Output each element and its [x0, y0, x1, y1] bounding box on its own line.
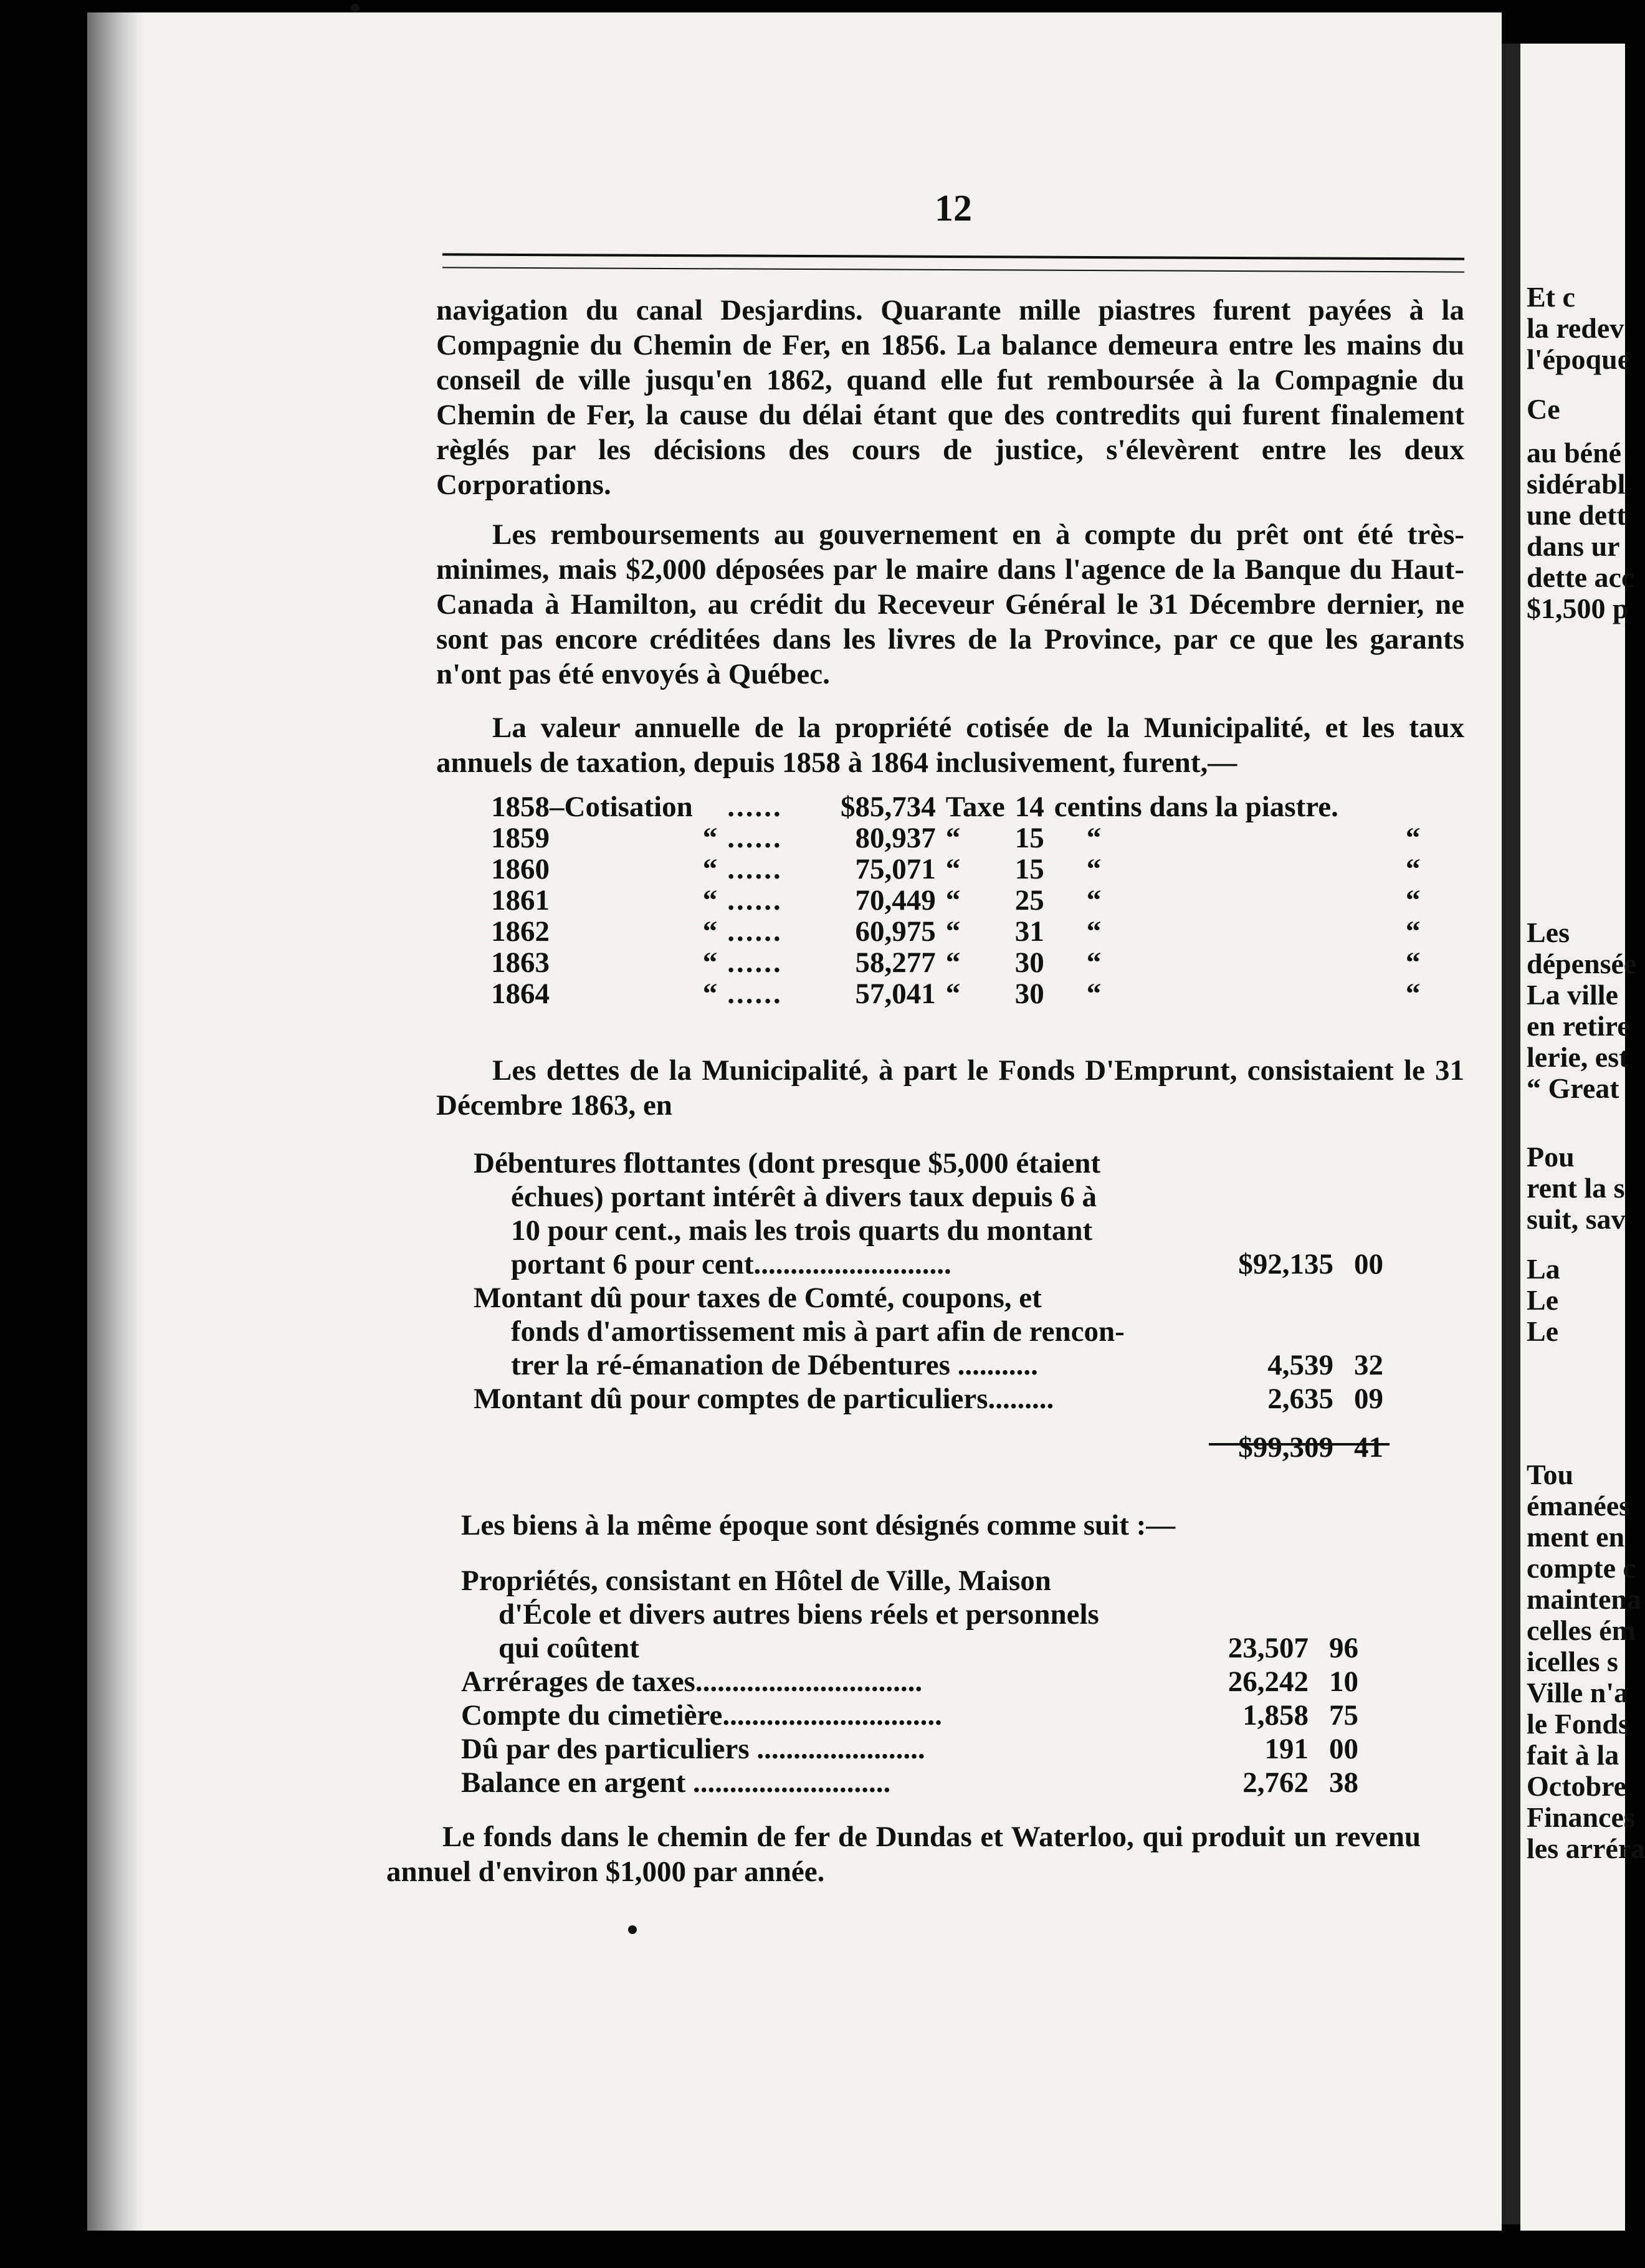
tax-row [486, 854, 1425, 885]
tax-label: “ [945, 822, 961, 854]
page-edge [87, 12, 143, 2231]
facing-page-line: ment en [1527, 1521, 1625, 1553]
tax-year: 1864 [491, 978, 550, 1010]
tax-ditto: “ [702, 822, 718, 854]
tax-leader: ...... [727, 978, 783, 1010]
debt-line: échues) portant intérêt à divers taux depuis 6 à [511, 1181, 1097, 1213]
tax-unit-ditto: “ [1405, 978, 1421, 1010]
facing-page-line: la redev [1527, 312, 1624, 344]
tax-ditto [698, 791, 723, 822]
tax-value: 58,277 [855, 946, 936, 979]
paragraph-3 [436, 710, 1464, 780]
facing-page-line: l'époque [1527, 343, 1631, 375]
tax-unit-ditto [1343, 791, 1426, 822]
debt-line: portant 6 pour cent........................... [511, 1248, 951, 1280]
paragraph-4-text: Les dettes de la Municipalité, à part le Fonds D'Emprunt, consistaient le 31 Décembre 1863, en [436, 1054, 1464, 1122]
tax-value: 70,449 [855, 884, 936, 917]
debt-line: 10 pour cent., mais les trois quarts du montant [511, 1214, 1093, 1247]
facing-page-line: les arréra [1527, 1832, 1645, 1864]
asset-line: qui coûtent [498, 1632, 639, 1664]
asset-amount: 23,507 [1228, 1632, 1309, 1664]
debt-cents: 32 [1354, 1349, 1383, 1381]
facing-page-line: dans ur [1527, 530, 1620, 562]
tax-year: 1859 [491, 822, 550, 854]
paragraph-2 [436, 517, 1464, 692]
debt-total-cents: 41 [1354, 1431, 1383, 1464]
facing-page-line: une dett [1527, 499, 1626, 531]
tax-unit: centins dans la piastre. [1054, 791, 1338, 823]
asset-line: Propriétés, consistant en Hôtel de Ville, Maison [461, 1565, 1051, 1597]
facing-page-line: Ville n'a [1527, 1677, 1629, 1708]
tax-rate: 14 [1014, 791, 1044, 823]
tax-year: 1862 [491, 915, 550, 948]
tax-leader: ...... [727, 946, 783, 979]
tax-row [486, 947, 1425, 978]
tax-value: $85,734 [841, 791, 936, 823]
tax-label: “ [945, 884, 961, 917]
debt-line: trer la ré-émanation de Débentures ........... [511, 1349, 1038, 1381]
tax-unit: “ [1086, 946, 1102, 979]
debt-line: Montant dû pour taxes de Comté, coupons, et [474, 1282, 1042, 1314]
tax-leader: ...... [727, 791, 783, 823]
tax-row [486, 822, 1425, 854]
tax-row [486, 916, 1425, 947]
facing-page-line: Finances [1527, 1801, 1635, 1833]
ink-spot [351, 4, 360, 12]
facing-page-line: Et c [1527, 281, 1575, 313]
debt-cents: 09 [1354, 1383, 1383, 1415]
facing-page-line: Tou [1527, 1459, 1574, 1490]
tax-label: Taxe [945, 791, 1005, 823]
tax-year: 1858–Cotisation [491, 791, 693, 823]
facing-page-line: Ce [1527, 393, 1560, 425]
facing-page-line: le Fonds [1527, 1708, 1629, 1740]
tax-ditto: “ [702, 915, 718, 948]
tax-rate: 30 [1014, 978, 1044, 1010]
asset-amount: 26,242 [1228, 1665, 1309, 1698]
tax-year: 1860 [491, 853, 550, 885]
tax-row [486, 885, 1425, 916]
facing-page-line: Les [1527, 917, 1570, 948]
facing-page-line: “ Great [1527, 1072, 1619, 1104]
debts-ledger [474, 1146, 1396, 1464]
tax-label: “ [945, 978, 961, 1010]
tax-unit-ditto: “ [1405, 822, 1421, 854]
page-number: 12 [935, 188, 972, 229]
paragraph-6-text: Le fonds dans le chemin de fer de Dundas et Waterloo, qui produit un revenu annuel d'environ $1,000 par année. [386, 1821, 1421, 1888]
tax-unit: “ [1086, 915, 1102, 948]
asset-line: Arrérages de taxes............................... [461, 1665, 923, 1698]
tax-year: 1861 [491, 884, 550, 917]
tax-leader: ...... [727, 884, 783, 917]
tax-ditto: “ [702, 978, 718, 1010]
tax-label: “ [945, 853, 961, 885]
tax-label: “ [945, 915, 961, 948]
facing-page-line: maintena [1527, 1583, 1641, 1615]
facing-page-line: suit, sav [1527, 1203, 1626, 1235]
paragraph-2-text: Les remboursements au gouvernement en à compte du prêt ont été très-minimes, mais $2,000 déposées par le maire dans l'agence de la Banque du Haut-Canada à Hamilton, au crédit du Receveur Général le 31 Décembre dernier, ne sont pas encore créditées dans les livres de la Province, par ce que les garants n'ont pas été envoyés à Québec. [436, 518, 1464, 690]
tax-value: 75,071 [855, 853, 936, 885]
paragraph-1 [436, 293, 1464, 502]
paragraph-4 [436, 1053, 1464, 1123]
tax-unit-ditto: “ [1405, 946, 1421, 979]
tax-row [486, 791, 1425, 822]
facing-page-line: au béné [1527, 437, 1622, 469]
tax-unit-ditto: “ [1405, 853, 1421, 885]
facing-page-line: lerie, est [1527, 1041, 1629, 1073]
facing-page-line: Le [1527, 1315, 1559, 1347]
tax-rate: 30 [1014, 946, 1044, 979]
facing-page-fragment [1520, 44, 1645, 2231]
tax-ditto: “ [702, 884, 718, 917]
tax-leader: ...... [727, 853, 783, 885]
facing-page-line: Le [1527, 1284, 1559, 1316]
tax-rate: 25 [1014, 884, 1044, 917]
tax-unit: “ [1086, 822, 1102, 854]
facing-page-line: en retire [1527, 1010, 1630, 1042]
asset-amount: 1,858 [1242, 1699, 1309, 1732]
asset-cents: 10 [1329, 1665, 1358, 1698]
facing-page-line: dette acc [1527, 561, 1634, 593]
tax-label: “ [945, 946, 961, 979]
facing-page-line: émanées [1527, 1490, 1631, 1522]
tax-year: 1863 [491, 946, 550, 979]
facing-page-line: sidérabl [1527, 468, 1626, 500]
debt-total: $99,309 [1238, 1431, 1333, 1464]
paragraph-5 [461, 1508, 1396, 1543]
tax-unit: “ [1086, 978, 1102, 1010]
debt-line: Débentures flottantes (dont presque $5,000 étaient [474, 1147, 1101, 1179]
taxation-table [486, 791, 1425, 1009]
facing-page-line: La [1527, 1253, 1560, 1285]
paragraph-1-text: navigation du canal Desjardins. Quarante mille piastres furent payées à la Compagnie du Chemin de Fer, en 1856. La balance demeura entre les mains du conseil de ville jusqu'en 1862, quand elle fut remboursée à la Compagnie du Chemin de Fer, la cause du délai étant que des contredits qui furent finalement règlés par les décisions des cours de justice, s'élevèrent entre les deux Corporations. [436, 294, 1464, 501]
debt-cents: 00 [1354, 1248, 1383, 1280]
tax-unit: “ [1086, 884, 1102, 917]
tax-unit-ditto: “ [1405, 915, 1421, 948]
asset-line: Dû par des particuliers ....................... [461, 1733, 925, 1765]
assets-ledger [461, 1564, 1383, 1799]
tax-rate: 15 [1014, 822, 1044, 854]
tax-value: 60,975 [855, 915, 936, 948]
tax-value: 57,041 [855, 978, 936, 1010]
asset-line: Compte du cimetière.............................. [461, 1699, 942, 1732]
book-gutter [1502, 44, 1520, 2224]
tax-row [486, 978, 1425, 1009]
paragraph-5-text: Les biens à la même époque sont désignés comme suit :— [461, 1509, 1176, 1541]
facing-page-line: La ville [1527, 979, 1618, 1011]
tax-unit: “ [1086, 853, 1102, 885]
facing-page-line: celles ém [1527, 1614, 1636, 1646]
facing-page-line: dépensée [1527, 948, 1637, 979]
tax-value: 80,937 [855, 822, 936, 854]
asset-cents: 00 [1329, 1733, 1358, 1765]
asset-line: d'École et divers autres biens réels et personnels [498, 1598, 1099, 1631]
ink-spot [628, 1925, 637, 1934]
facing-page-line: Octobre [1527, 1770, 1627, 1802]
asset-cents: 75 [1329, 1699, 1358, 1732]
facing-page-line: fait à la [1527, 1739, 1619, 1771]
debt-amount: $92,135 [1238, 1248, 1333, 1280]
debt-line: Montant dû pour comptes de particuliers......... [474, 1383, 1054, 1415]
tax-rate: 15 [1014, 853, 1044, 885]
facing-page-line: icelles s [1527, 1646, 1618, 1677]
debt-line: fonds d'amortissement mis à part afin de rencon- [511, 1315, 1125, 1348]
debt-amount: 2,635 [1267, 1383, 1333, 1415]
tax-unit-ditto: “ [1405, 884, 1421, 917]
facing-page-line: compte c [1527, 1552, 1636, 1584]
asset-line: Balance en argent ........................... [461, 1766, 891, 1799]
asset-cents: 96 [1329, 1632, 1358, 1664]
tax-rate: 31 [1014, 915, 1044, 948]
facing-page-line: $1,500 p [1527, 593, 1629, 624]
debt-amount: 4,539 [1267, 1349, 1333, 1381]
paragraph-3-text: La valeur annuelle de la propriété cotisée de la Municipalité, et les taux annuels de taxation, depuis 1858 à 1864 inclusivement, furent,— [436, 712, 1464, 779]
asset-amount: 191 [1264, 1733, 1309, 1765]
tax-leader: ...... [727, 822, 783, 854]
facing-page-line: Pou [1527, 1141, 1575, 1173]
asset-cents: 38 [1329, 1766, 1358, 1799]
tax-ditto: “ [702, 946, 718, 979]
tax-leader: ...... [727, 915, 783, 948]
facing-page-line: rent la s [1527, 1172, 1625, 1204]
paragraph-6 [386, 1819, 1421, 1889]
asset-amount: 2,762 [1242, 1766, 1309, 1799]
tax-ditto: “ [702, 853, 718, 885]
